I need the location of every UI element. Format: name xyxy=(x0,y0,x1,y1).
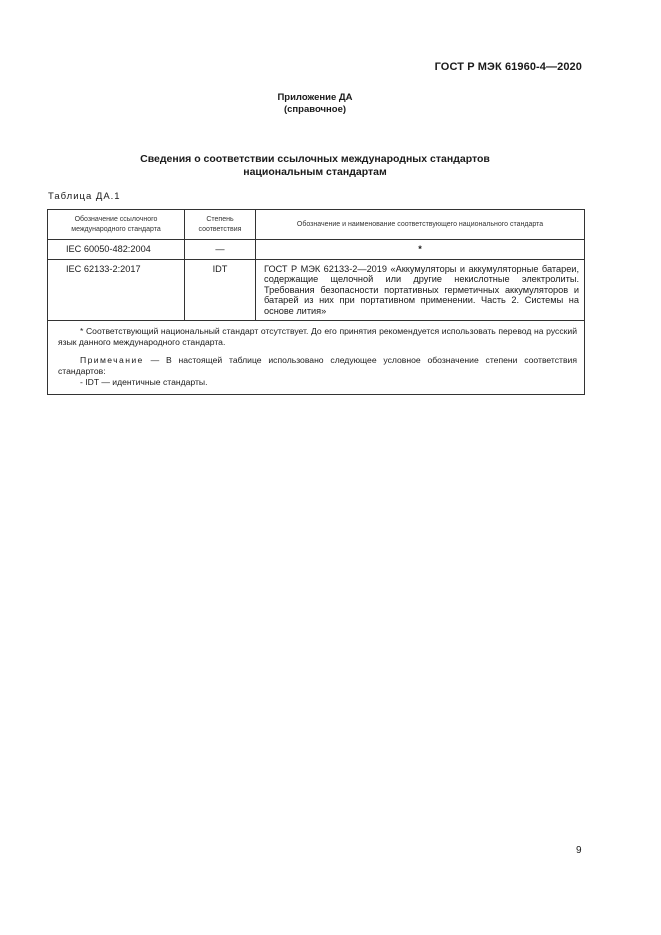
table-row xyxy=(48,240,585,260)
section-title-line-2: национальным стандартам xyxy=(243,166,387,178)
document-code: ГОСТ Р МЭК 61960-4—2020 xyxy=(434,61,582,73)
note-text: — В настоящей таблице использовано следующее условное обозначение степени соответствия стандартов: xyxy=(58,355,577,376)
header-degree: Степень соответствия xyxy=(185,210,256,240)
cell-national-standard: ГОСТ Р МЭК 62133-2—2019 «Аккумуляторы и аккумуляторные батареи, содержащие щелочной или другие некислотные электролиты. Требования безопасности портативных герметичных аккумуляторов и батарей из них при портативном применении. Часть 2. Системы на основе лития» xyxy=(256,259,585,321)
header-national-standard: Обозначение и наименование соответствующего национального стандарта xyxy=(256,210,585,240)
table-row xyxy=(48,259,585,321)
cell-international-standard: IEC 62133-2:2017 xyxy=(48,259,185,321)
header-international-standard: Обозначение ссылочного международного стандарта xyxy=(48,210,185,240)
correspondence-table xyxy=(47,209,585,395)
table-notes-row xyxy=(48,321,585,395)
note xyxy=(58,355,577,377)
section-title xyxy=(0,153,630,179)
appendix-heading xyxy=(0,92,630,116)
appendix-subtitle: (справочное) xyxy=(283,104,347,115)
table-label: Таблица ДА.1 xyxy=(48,191,121,202)
note-item: - IDT — идентичные стандарты. xyxy=(80,377,208,387)
page-number: 9 xyxy=(576,845,582,856)
table-notes xyxy=(48,321,585,395)
section-title-line-1: Сведения о соответствии ссылочных международных стандартов xyxy=(140,153,490,165)
note-label: Примечание xyxy=(80,355,144,365)
footnote: * Соответствующий национальный стандарт отсутствует. До его принятия рекомендуется использовать перевод на русский язык данного международного стандарта. xyxy=(58,326,577,347)
cell-degree: — xyxy=(185,240,256,260)
table-header-row xyxy=(48,210,585,240)
cell-degree: IDT xyxy=(185,259,256,321)
appendix-title: Приложение ДА xyxy=(277,92,353,103)
cell-national-standard: * xyxy=(256,240,585,260)
cell-international-standard: IEC 60050-482:2004 xyxy=(48,240,185,260)
